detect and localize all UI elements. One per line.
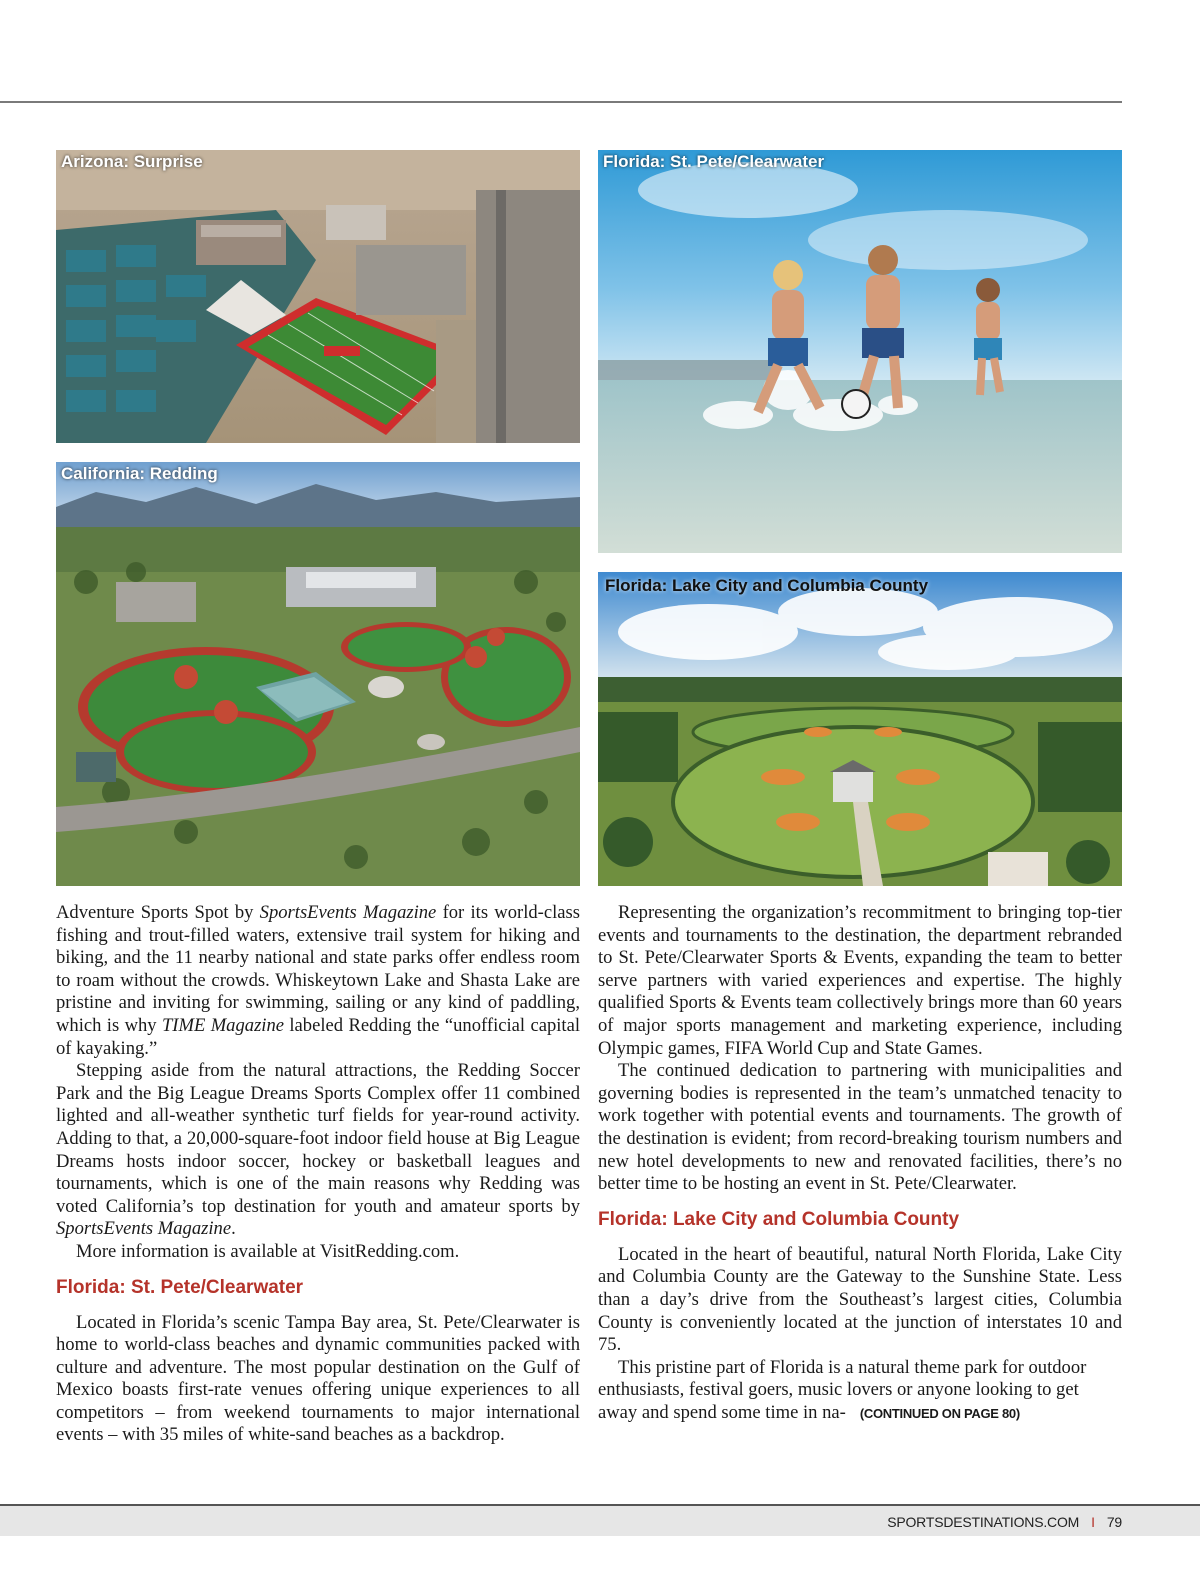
magazine-name: TIME Magazine (161, 1014, 285, 1036)
footer-site: SPORTSDESTINATIONS.COM (887, 1514, 1080, 1530)
section-heading: Florida: St. Pete/Clearwater (56, 1276, 304, 1298)
text-run: labeled Redding the “unofficial capital of kayaking.” (56, 1014, 580, 1059)
text-run: Stepping aside from the natural attractions, the Redding Soccer Park and the Big League Dreams Sports Complex offer 11 combined lighted and all-weather synthetic turf fields for year-round activity. Adding to that, a 20,000-square-foot indoor field house at Big League Dreams hosts indoor soccer, hockey or basketball leagues and tournaments, which is one of the main reasons why Redding was voted California’s top destination for youth and amateur sports by (56, 1060, 580, 1217)
text-run: . (231, 1218, 236, 1240)
paragraph: More information is available at VisitRedding.com. (76, 1240, 460, 1262)
photo-arizona-surprise (56, 150, 580, 443)
footer-separator: I (1091, 1514, 1095, 1530)
article-column-left (56, 902, 580, 1447)
paragraph (56, 1060, 580, 1241)
top-rule (0, 101, 1122, 103)
text-run: This pristine part of Florida is a natural theme park for outdoor enthusiasts, festival goers, music lovers or anyone looking to get away and spend some time in na- (598, 1356, 1087, 1423)
article-column-right (598, 902, 1122, 1425)
paragraph: Located in Florida’s scenic Tampa Bay area, St. Pete/Clearwater is home to world-class beaches and dynamic communities packed with culture and adventure. The most popular destination on the Gulf of Mexico boasts first-rate venues offering unique experiences to all competitors – from weekend tournaments to major international events – with 35 miles of white-sand beaches as a backdrop. (56, 1311, 580, 1446)
aerial-ballpark-image (56, 462, 580, 886)
paragraph (598, 1357, 1122, 1426)
magazine-name: SportsEvents Magazine (56, 1218, 232, 1240)
aerial-softball-complex-image (598, 572, 1122, 886)
photo-florida-lake-city (598, 572, 1122, 886)
kids-playing-soccer-on-beach-image (598, 150, 1122, 553)
paragraph: The continued dedication to partnering with municipalities and governing bodies is represented in the team’s unmatched tenacity to work together with potential events and tournaments. The growth of the destination is evident; from record-breaking tourism numbers and new hotel developments to new and renovated facilities, there’s no better time to be hosting an event in St. Pete/Clearwater. (598, 1060, 1122, 1195)
paragraph (56, 902, 580, 1060)
text-run: for its world-class fishing and trout-filled waters, extensive trail system for hiking and biking, and the 11 nearby national and state parks offer endless room to roam without the crowds. Whiskeytown Lake and Shasta Lake are pristine and inviting for swimming, sailing or any kind of paddling, which is why (56, 902, 581, 1036)
page-number: 79 (1106, 1514, 1122, 1530)
photo-caption: Florida: Lake City and Columbia County (605, 576, 929, 595)
photo-california-redding (56, 462, 580, 886)
paragraph: Representing the organization’s recommitment to bringing top-tier events and tournaments to the destination, the department rebranded to St. Pete/Clearwater Sports & Events, expanding the team to better serve partners with varied experiences and expertise. The highly qualified Sports & Events team collectively brings more than 60 years of major sports management and marketing experience, including Olympic games, FIFA World Cup and State Games. (598, 902, 1122, 1059)
text-run: Adventure Sports Spot by (56, 902, 260, 923)
section-heading: Florida: Lake City and Columbia County (598, 1208, 960, 1230)
photo-caption: Arizona: Surprise (61, 152, 203, 171)
photo-caption: California: Redding (61, 464, 218, 483)
aerial-sports-complex-image (56, 150, 580, 443)
footer (887, 1514, 1122, 1530)
continued-notice: (CONTINUED ON PAGE 80) (859, 1405, 1020, 1421)
photo-florida-st-pete-clearwater (598, 150, 1122, 553)
paragraph: Located in the heart of beautiful, natural North Florida, Lake City and Columbia County are the Gateway to the Sunshine State. Less than a day’s drive from the Southeast’s largest cities, Columbia County is conveniently located at the junction of interstates 10 and 75. (598, 1243, 1122, 1356)
photo-caption: Florida: St. Pete/Clearwater (603, 152, 825, 171)
magazine-name: SportsEvents Magazine (259, 902, 437, 923)
